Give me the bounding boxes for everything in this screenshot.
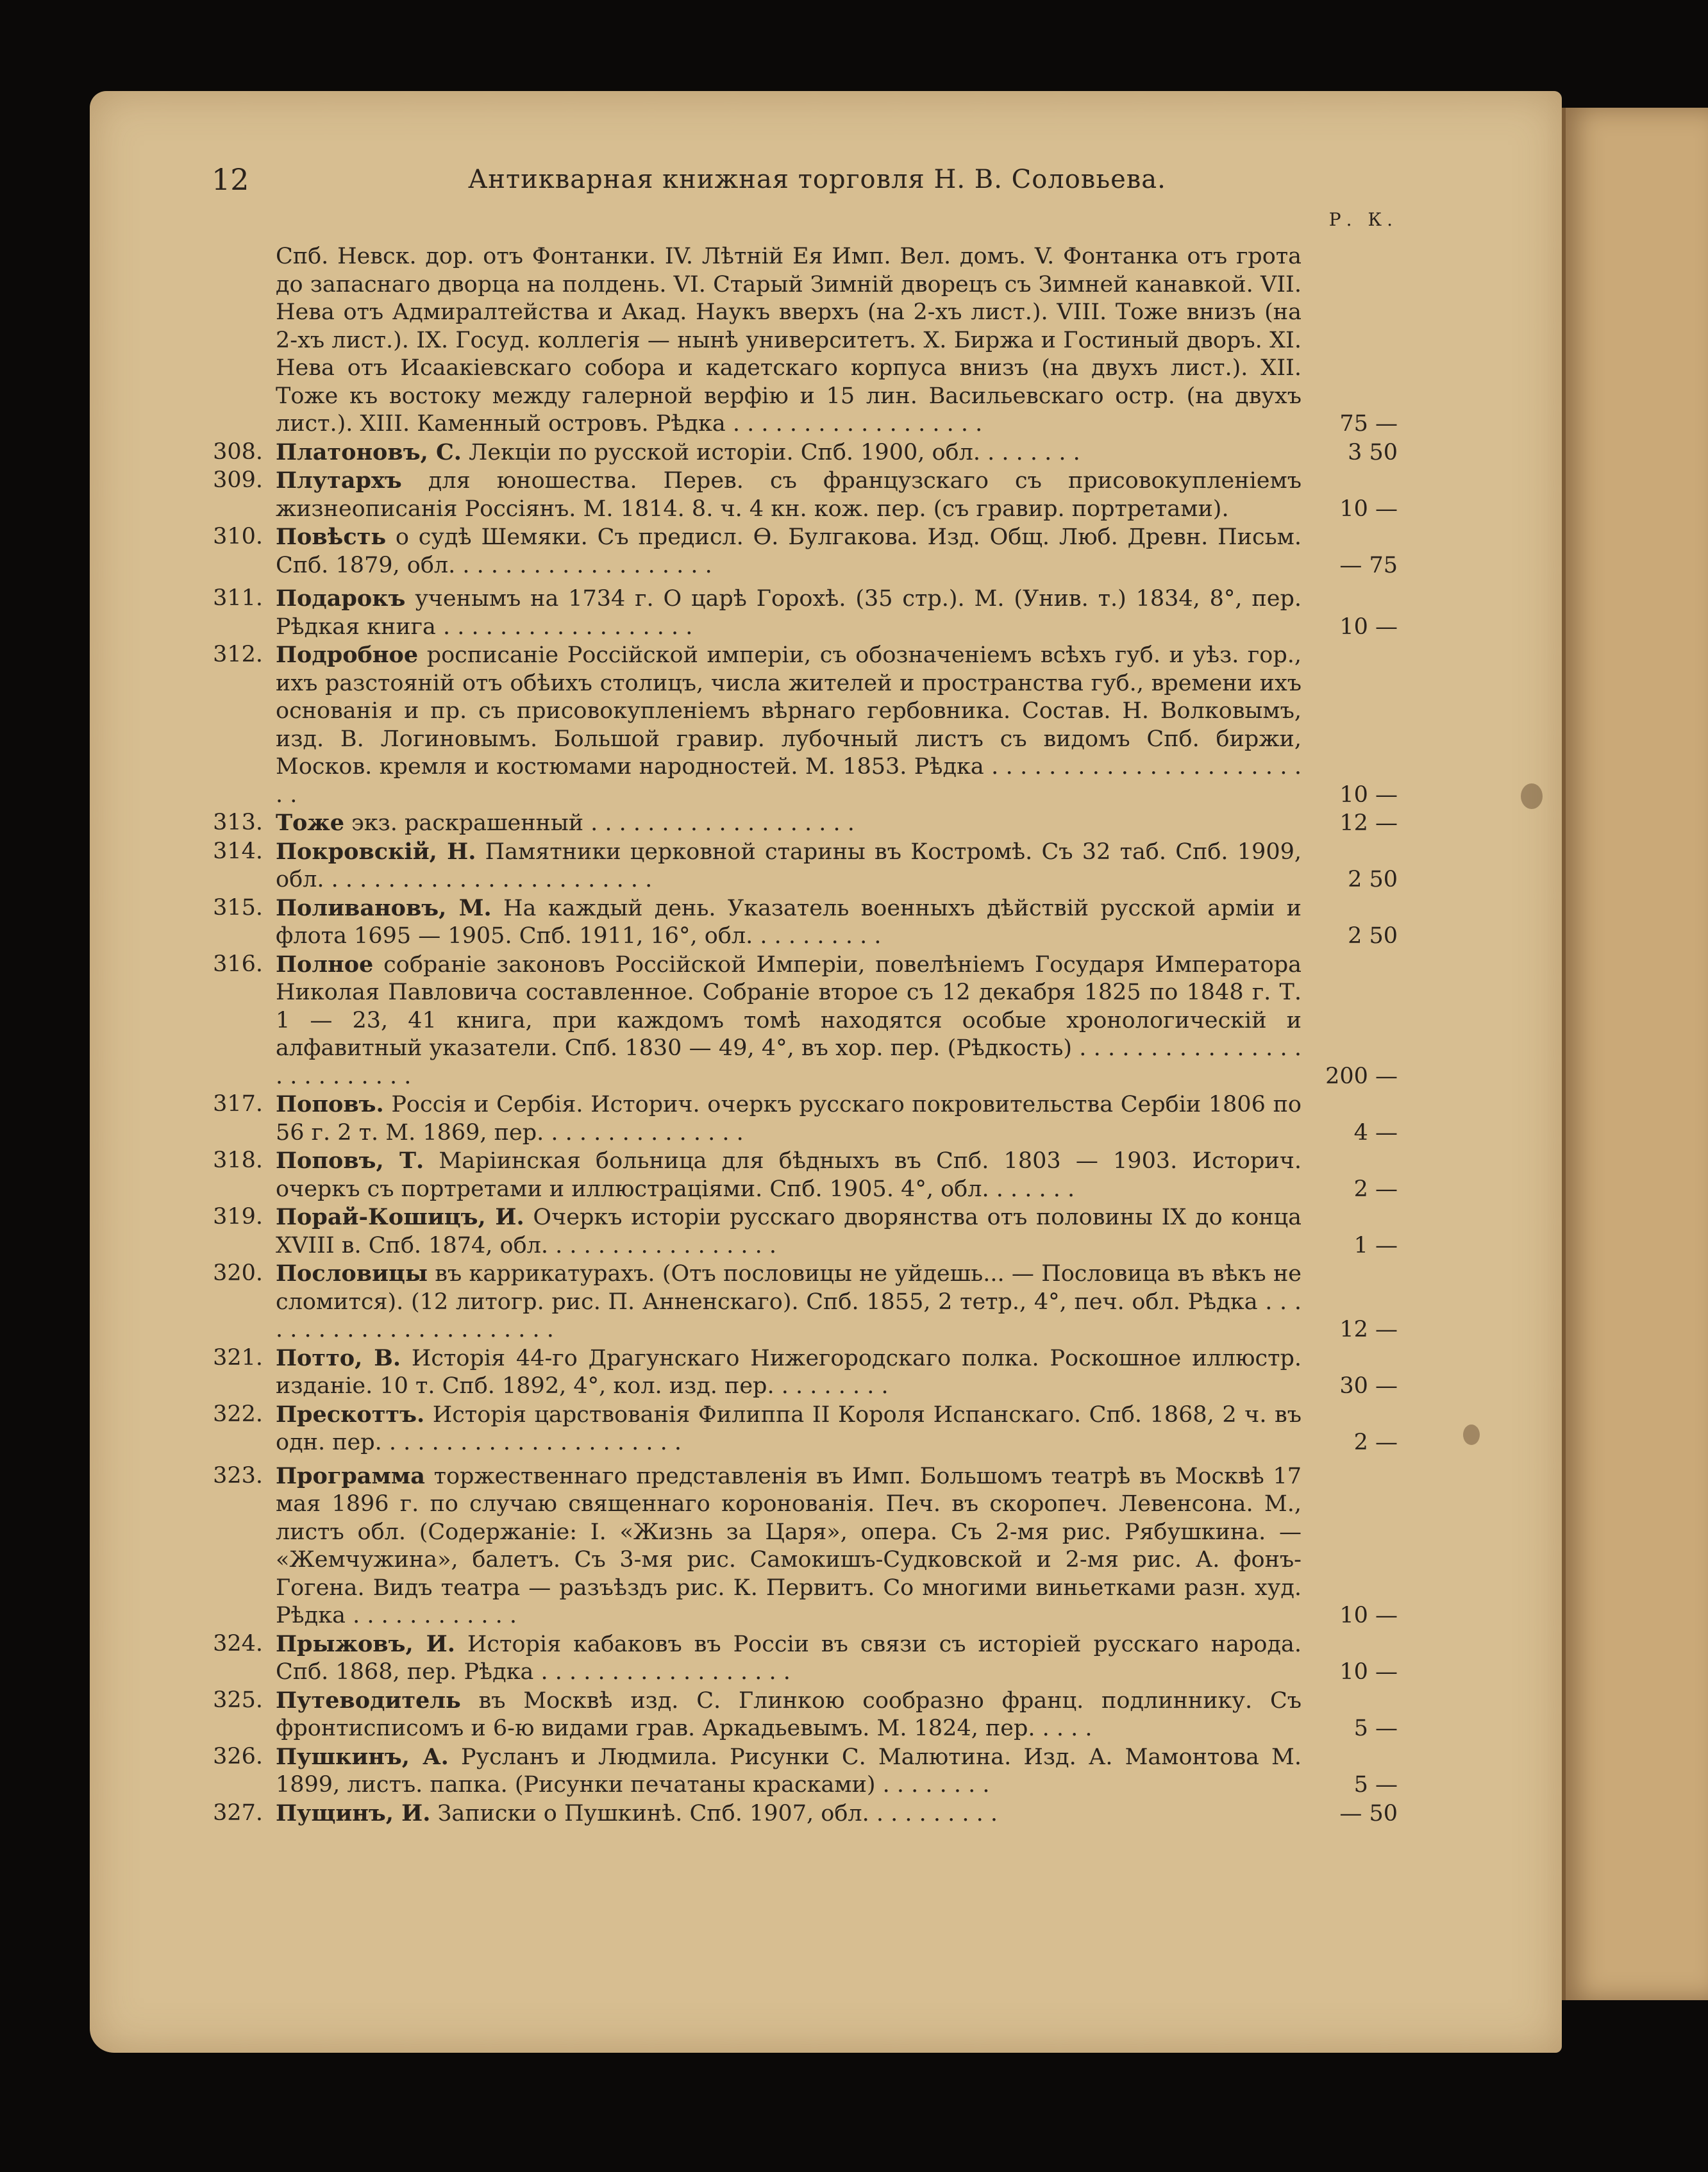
entry-text: ученымъ на 1734 г. О царѣ Горохѣ. (35 стр.). М. (Унив. т.) 1834, 8°, пер. Рѣдкая книга . . . . . . . . . . . . . . . . . . xyxy=(276,586,1302,640)
catalog-entry xyxy=(192,1344,1398,1401)
entry-author: Подробное xyxy=(276,642,419,668)
entry-text: экз. раскрашенный . . . . . . . . . . . . . . . . . . . xyxy=(344,810,855,836)
catalog-entry xyxy=(192,585,1398,641)
entry-description xyxy=(276,1401,1302,1457)
entry-description xyxy=(276,1687,1302,1743)
entry-price: 12 — xyxy=(1339,810,1398,836)
entry-description xyxy=(276,439,1302,467)
entry-price: 2 — xyxy=(1353,1176,1398,1202)
entry-author: Пущинъ, И. xyxy=(276,1800,431,1826)
entry-price: 3 50 xyxy=(1348,439,1398,465)
catalog-entry xyxy=(192,1147,1398,1203)
entry-number: 320. xyxy=(213,1260,263,1286)
entry-number: 308. xyxy=(213,439,263,465)
entry-author: Поливановъ, М. xyxy=(276,894,492,921)
entry-author: Повѣсть xyxy=(276,524,387,550)
entry-description xyxy=(276,585,1302,641)
entry-description xyxy=(276,838,1302,894)
entry-text: Исторія царствованія Филиппа II Короля Испанскаго. Спб. 1868, 2 ч. въ одн. пер. . . . . . . . . . . . . . . . . . . . . . xyxy=(276,1401,1302,1455)
catalog-entry xyxy=(192,439,1398,467)
entry-number: 316. xyxy=(213,951,263,977)
entry-number: 311. xyxy=(213,585,263,611)
entry-price: 10 — xyxy=(1339,1659,1398,1685)
entry-price: 30 — xyxy=(1339,1373,1398,1399)
entry-price: 75 — xyxy=(1339,411,1398,437)
entry-number: 310. xyxy=(213,524,263,549)
entry-text: Русланъ и Людмила. Рисунки С. Малютина. Изд. А. Мамонтова М. 1899, листъ. папка. (Рисунки печатаны красками) . . . . . . . . xyxy=(276,1744,1302,1798)
entry-text: Памятники церковной старины въ Костромѣ. Съ 32 таб. Спб. 1909, обл. . . . . . . . . . . . . . . . . . . . . . . . xyxy=(276,839,1302,892)
entry-description xyxy=(276,1630,1302,1687)
entry-description xyxy=(276,951,1302,1091)
entry-description xyxy=(276,894,1302,951)
entry-author: Плутархъ xyxy=(276,467,402,494)
entry-description xyxy=(276,1462,1302,1630)
facing-page-edge xyxy=(1562,108,1708,2000)
catalog-entry xyxy=(192,1090,1398,1147)
catalog-entry xyxy=(192,838,1398,894)
entry-author: Программа xyxy=(276,1462,425,1489)
entry-price: 2 50 xyxy=(1348,867,1398,892)
entry-description xyxy=(276,1800,1302,1828)
catalog-entry xyxy=(192,1260,1398,1344)
paper-stain xyxy=(1463,1424,1480,1445)
catalog-entry xyxy=(192,894,1398,951)
entry-text: Исторія кабаковъ въ Россіи въ связи съ исторіей русскаго народа. Спб. 1868, пер. Рѣдка . . . . . . . . . . . . . . . . . . xyxy=(276,1631,1302,1685)
entry-price: 5 — xyxy=(1353,1772,1398,1798)
entry-price: 10 — xyxy=(1339,614,1398,640)
entry-text: росписаніе Россійской имперіи, съ обозначеніемъ всѣхъ губ. и уѣз. гор., ихъ разстояній отъ обѣихъ столицъ, числа жителей и пространства губ., времени ихъ основанія и пр. съ присовокупленіемъ вѣрнаго гербовника. Состав. Н. Волковымъ, изд. В. Логиновымъ. Большой гравир. лубочный листъ съ видомъ Спб. биржи, Москов. кремля и костюмами народностей. М. 1853. Рѣдка . . . . . . . . . . . . . . . . . . . . . . . . xyxy=(276,642,1302,808)
entry-author: Полное xyxy=(276,951,374,978)
entry-price: 1 — xyxy=(1353,1232,1398,1258)
entry-text: Исторія 44-го Драгунскаго Нижегородскаго полка. Роскошное иллюстр. изданіе. 10 т. Спб. 1892, 4°, кол. изд. пер. . . . . . . . . xyxy=(276,1345,1302,1399)
entry-description xyxy=(276,467,1302,523)
entry-number: 319. xyxy=(213,1204,263,1230)
catalog-entry xyxy=(192,1800,1398,1828)
catalog-listing xyxy=(192,242,1398,1828)
page-header xyxy=(212,160,1434,199)
entry-description xyxy=(276,809,1302,838)
entry-text: Записки о Пушкинѣ. Спб. 1907, обл. . . . . . . . . . xyxy=(430,1800,998,1826)
entry-author: Потто, В. xyxy=(276,1344,401,1371)
entry-number: 321. xyxy=(213,1344,263,1371)
entry-number: 325. xyxy=(213,1687,263,1713)
entry-number: 327. xyxy=(213,1800,263,1826)
entry-text: Лекціи по русской исторіи. Спб. 1900, обл. . . . . . . . xyxy=(461,439,1080,465)
entry-price: — 75 xyxy=(1339,552,1398,578)
entry-description xyxy=(276,1147,1302,1203)
entry-price: 10 — xyxy=(1339,781,1398,808)
entry-number: 309. xyxy=(213,467,263,493)
entry-description xyxy=(276,1344,1302,1401)
entry-price: 200 — xyxy=(1325,1063,1398,1089)
entry-text: На каждый день. Указатель военныхъ дѣйствій русской арміи и флота 1695 — 1905. Спб. 1911, 16°, обл. . . . . . . . . . xyxy=(276,895,1302,949)
entry-author: Прескоттъ. xyxy=(276,1401,425,1428)
entry-text: Маріинская больница для бѣдныхъ въ Спб. 1803 — 1903. Историч. очеркъ съ портретами и иллюстраціями. Спб. 1905. 4°, обл. . . . . . . xyxy=(276,1148,1302,1202)
entry-text: Очеркъ исторіи русскаго дворянства отъ половины IX до конца XVIII в. Спб. 1874, обл. . . . . . . . . . . . . . . . . xyxy=(276,1205,1302,1258)
entry-description xyxy=(276,242,1302,439)
entry-price: 10 — xyxy=(1339,496,1398,522)
entry-price: — 50 xyxy=(1339,1800,1398,1826)
catalog-entry xyxy=(192,641,1398,809)
entry-description xyxy=(276,1743,1302,1800)
catalog-entry xyxy=(192,467,1398,523)
entry-author: Платоновъ, С. xyxy=(276,439,462,465)
paper-stain xyxy=(1521,783,1543,809)
entry-number: 317. xyxy=(213,1091,263,1117)
entry-description xyxy=(276,523,1302,580)
page-number: 12 xyxy=(212,162,249,197)
entry-price: 10 — xyxy=(1339,1603,1398,1628)
entry-price: 2 — xyxy=(1353,1430,1398,1455)
entry-number: 324. xyxy=(213,1630,263,1657)
catalog-entry xyxy=(192,809,1398,838)
catalog-entry xyxy=(192,1743,1398,1800)
entry-author: Порай-Кошицъ, И. xyxy=(276,1204,524,1230)
catalog-entry xyxy=(192,951,1398,1091)
entry-author: Поповъ, Т. xyxy=(276,1148,424,1174)
entry-number: 322. xyxy=(213,1401,263,1427)
entry-number: 326. xyxy=(213,1743,263,1769)
entry-number: 315. xyxy=(213,894,263,921)
catalog-entry xyxy=(192,523,1398,580)
catalog-entry xyxy=(192,1401,1398,1457)
catalog-entry xyxy=(192,1630,1398,1687)
entry-price: 4 — xyxy=(1353,1119,1398,1146)
entry-description xyxy=(276,641,1302,809)
entry-text: Россія и Сербія. Историч. очеркъ русскаго покровительства Сербіи 1806 по 56 г. 2 т. М. 1869, пер. . . . . . . . . . . . . . . xyxy=(276,1092,1302,1146)
entry-author: Покровскій, Н. xyxy=(276,838,476,865)
entry-text: въ каррикатурахъ. (Отъ пословицы не уйдешь... — Пословица въ вѣкъ не сломится). (12 литогр. рис. П. Анненскаго). Спб. 1855, 2 тетр., 4°, печ. обл. Рѣдка . . . . . . . . . . . . . . . . . . . . . . . xyxy=(276,1261,1302,1342)
entry-number: 318. xyxy=(213,1148,263,1173)
entry-number: 314. xyxy=(213,838,263,864)
entry-author: Путеводитель xyxy=(276,1687,461,1714)
entry-text: собраніе законовъ Россійской Имперіи, повелѣніемъ Государя Императора Николая Павловича составленное. Собраніе второе съ 12 декабря 1825 по 1848 г. Т. 1 — 23, 41 книга, при каждомъ томѣ находятся особые хронологическій и алфавитный указатели. Спб. 1830 — 49, 4°, въ хор. пер. (Рѣдкость) . . . . . . . . . . . . . . . . . . . . . . . . . . xyxy=(276,951,1302,1089)
entry-author: Тоже xyxy=(276,810,344,836)
entry-author: Пословицы xyxy=(276,1260,428,1287)
entry-text: торжественнаго представленія въ Имп. Большомъ театрѣ въ Москвѣ 17 мая 1896 г. по случаю священнаго коронованія. Печ. въ скоропеч. Левенсона. М., листъ обл. (Содержаніе: I. «Жизнь за Царя», опера. Съ 2-мя рис. Рябушкина. — «Жемчужина», балетъ. Съ 3-мя рис. Самокишъ-Судковской и 2-мя рис. А. фонъ-Гогена. Видъ театра — разъѣздъ рис. К. Первитъ. Со многими виньетками разн. худ. Рѣдка . . . . . . . . . . . . xyxy=(276,1463,1302,1628)
entry-author: Пушкинъ, А. xyxy=(276,1743,449,1770)
entry-text: въ Москвѣ изд. С. Глинкою сообразно франц. подлиннику. Съ фронтисписомъ и 6-ю видами грав. Аркадьевымъ. М. 1824, пер. . . . . xyxy=(276,1687,1302,1741)
entry-description xyxy=(276,1090,1302,1147)
entry-price: 12 — xyxy=(1339,1317,1398,1342)
catalog-entry xyxy=(192,1687,1398,1743)
catalog-entry xyxy=(192,242,1398,439)
catalog-entry xyxy=(192,1203,1398,1260)
entry-text: о судѣ Шемяки. Съ предисл. Ѳ. Булгакова. Изд. Общ. Люб. Древн. Письм. Спб. 1879, обл. . . . . . . . . . . . . . . . . . . xyxy=(276,524,1302,578)
running-title: Антикварная книжная торговля Н. В. Соловьева. xyxy=(468,165,1166,194)
entry-author: Подарокъ xyxy=(276,585,406,612)
catalog-entry xyxy=(192,1462,1398,1630)
entry-price: 5 — xyxy=(1353,1716,1398,1741)
entry-text: для юношества. Перев. съ французскаго съ присовокупленіемъ жизнеописанія Россіянъ. М. 1814. 8. ч. 4 кн. кож. пер. (съ гравир. портретами). xyxy=(276,468,1302,522)
entry-text: Спб. Невск. дор. отъ Фонтанки. IV. Лѣтній Ея Имп. Вел. домъ. V. Фонтанка отъ грота до запаснаго дворца на полдень. VI. Старый Зимній дворецъ съ Зимней канавкой. VII. Нева отъ Адмиралтейства и Акад. Наукъ вверхъ (на 2-хъ лист.). VIII. Тоже внизъ (на 2-хъ лист.). IX. Госуд. коллегія — нынѣ университетъ. X. Биржа и Гостиный дворъ. XI. Нева отъ Исаакіевскаго собора и кадетскаго корпуса внизъ (на двухъ лист.). XII. Тоже къ востоку между галерной верфію и 15 лин. Васильевскаго остр. (на двухъ лист.). XIII. Каменный островъ. Рѣдка . . . . . . . . . . . . . . . . . . xyxy=(276,244,1302,437)
entry-number: 312. xyxy=(213,642,263,667)
entry-number: 323. xyxy=(213,1462,263,1489)
entry-number: 313. xyxy=(213,810,263,835)
entry-price: 2 50 xyxy=(1348,923,1398,949)
entry-description xyxy=(276,1203,1302,1260)
entry-author: Поповъ. xyxy=(276,1091,384,1117)
price-column-heading: Р. К. xyxy=(1328,209,1398,230)
entry-description xyxy=(276,1260,1302,1344)
entry-author: Прыжовъ, И. xyxy=(276,1630,455,1657)
